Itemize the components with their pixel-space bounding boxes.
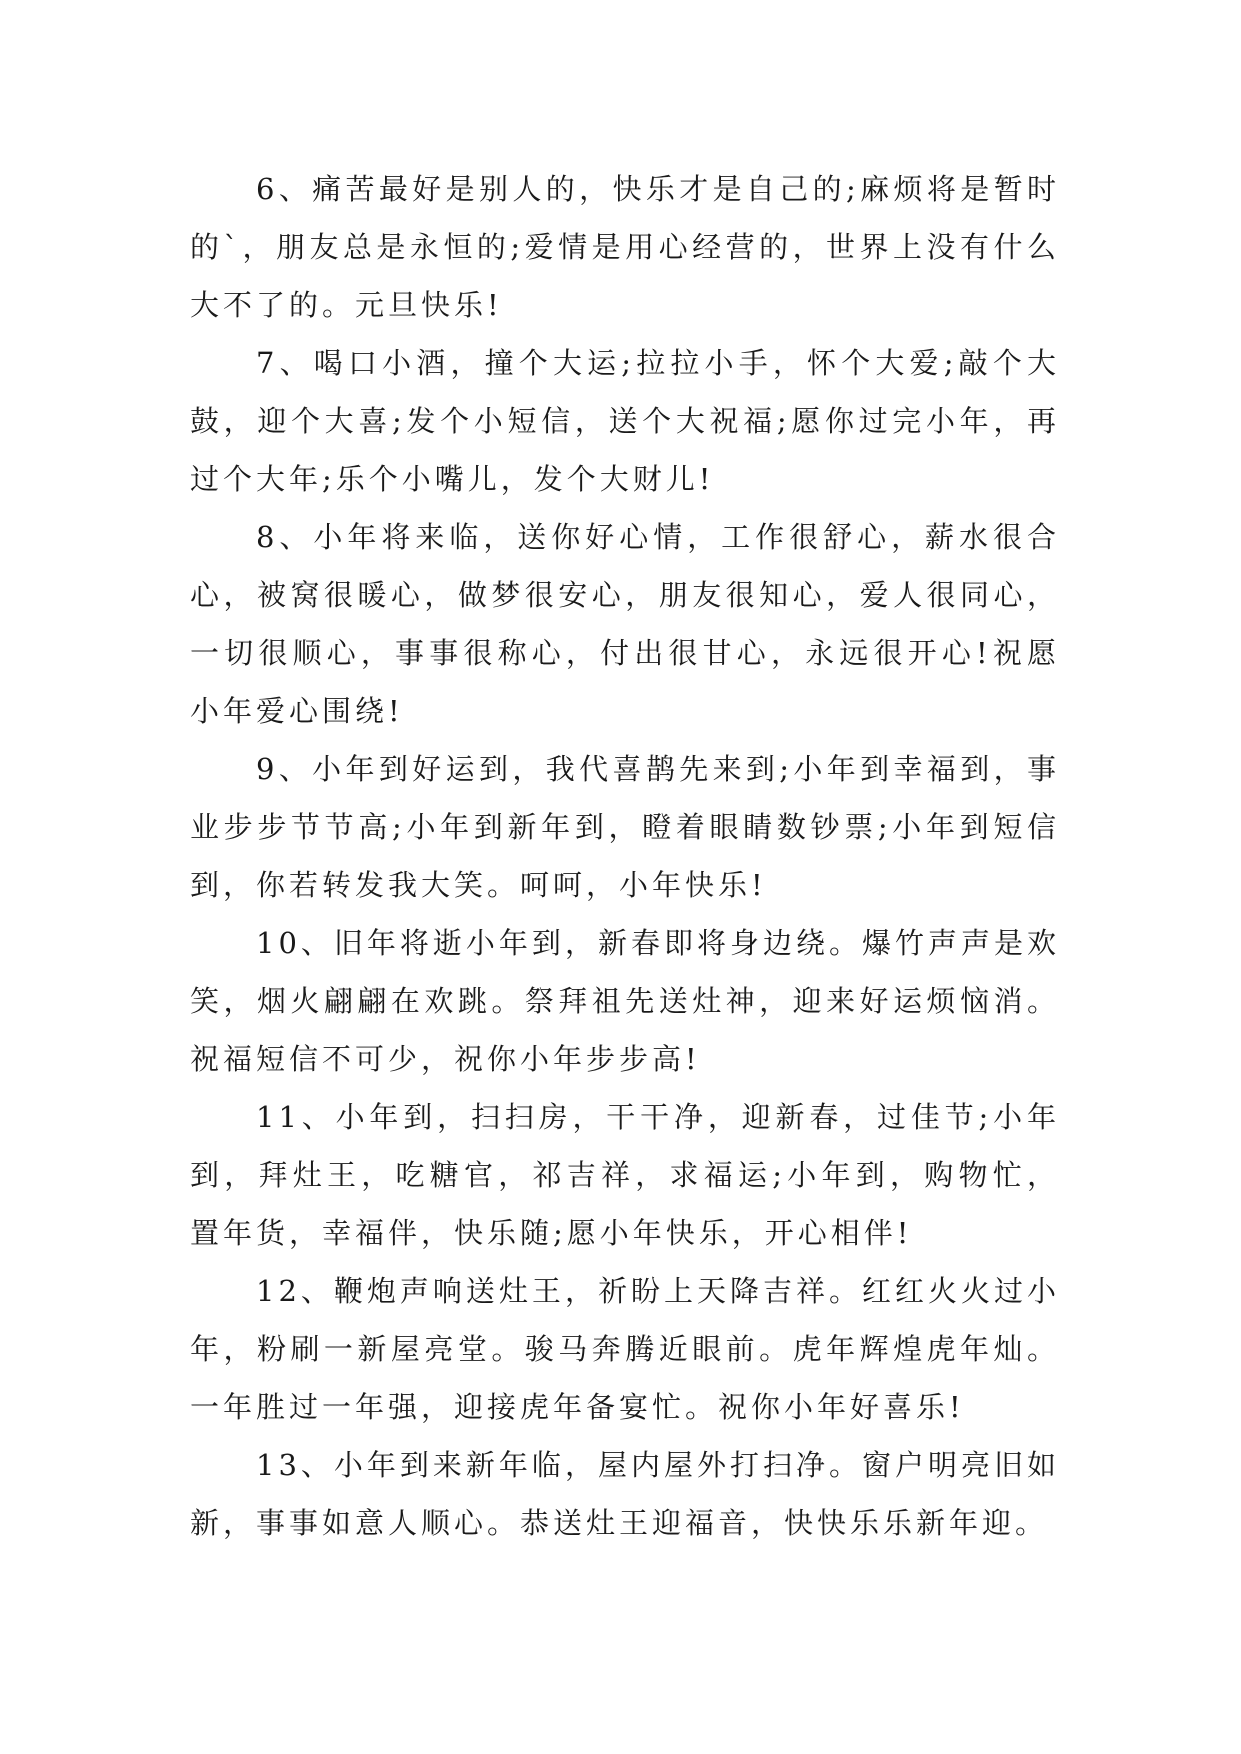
paragraph-7: 7、喝口小酒，撞个大运;拉拉小手，怀个大爱;敲个大鼓，迎个大喜;发个小短信，送个大祝福;愿你过完小年，再过个大年;乐个小嘴儿，发个大财儿!: [190, 346, 1060, 496]
paragraph-10: 10、旧年将逝小年到，新春即将身边绕。爆竹声声是欢笑，烟火翩翩在欢跳。祭拜祖先送灶神，迎来好运烦恼消。祝福短信不可少，祝你小年步步高!: [190, 926, 1060, 1076]
paragraph-11: 11、小年到，扫扫房，干干净，迎新春，过佳节;小年到，拜灶王，吃糖官，祁吉祥，求福运;小年到，购物忙，置年货，幸福伴，快乐随;愿小年快乐，开心相伴!: [190, 1100, 1060, 1250]
paragraph-13: 13、小年到来新年临，屋内屋外打扫净。窗户明亮旧如新，事事如意人顺心。恭送灶王迎福音，快快乐乐新年迎。: [190, 1448, 1060, 1540]
paragraph-8: 8、小年将来临，送你好心情，工作很舒心，薪水很合心，被窝很暖心，做梦很安心，朋友很知心，爱人很同心，一切很顺心，事事很称心，付出很甘心，永远很开心!祝愿小年爱心围绕!: [190, 520, 1060, 728]
document-body: [190, 160, 1060, 1552]
paragraph-12: 12、鞭炮声响送灶王，祈盼上天降吉祥。红红火火过小年，粉刷一新屋亮堂。骏马奔腾近眼前。虎年辉煌虎年灿。一年胜过一年强，迎接虎年备宴忙。祝你小年好喜乐!: [190, 1274, 1060, 1424]
paragraph-6: 6、痛苦最好是别人的，快乐才是自己的;麻烦将是暂时的`，朋友总是永恒的;爱情是用心经营的，世界上没有什么大不了的。元旦快乐!: [190, 172, 1060, 322]
paragraph-9: 9、小年到好运到，我代喜鹊先来到;小年到幸福到，事业步步节节高;小年到新年到，瞪着眼睛数钞票;小年到短信到，你若转发我大笑。呵呵，小年快乐!: [190, 752, 1060, 902]
